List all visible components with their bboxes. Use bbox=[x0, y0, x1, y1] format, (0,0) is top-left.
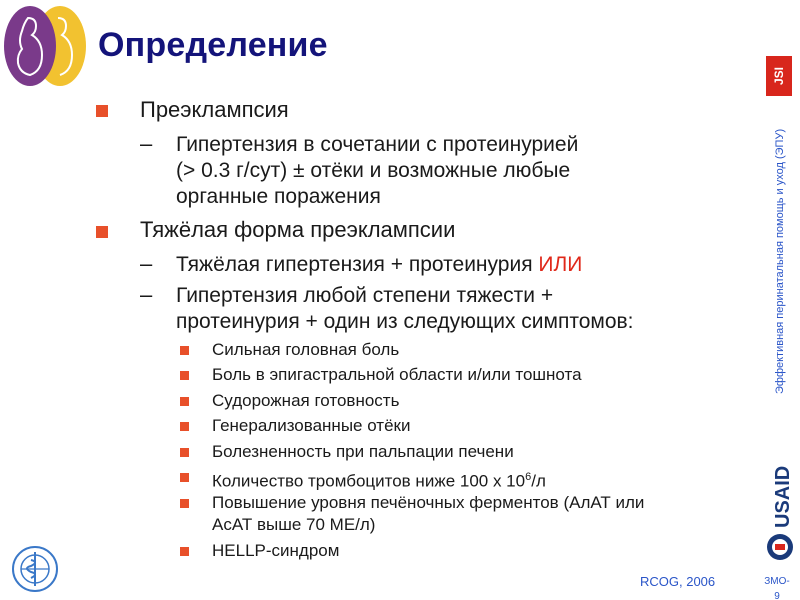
who-emblem-icon bbox=[10, 544, 60, 594]
symptom-item: Болезненность при пальпации печени bbox=[212, 442, 514, 461]
bullet-square-icon bbox=[96, 226, 108, 238]
bullet-small-icon bbox=[180, 346, 189, 355]
page-title: Определение bbox=[98, 26, 328, 64]
item-severe-preeclampsia: Тяжёлая форма преэклампсии bbox=[140, 217, 456, 242]
preeclampsia-def-line2: (> 0.3 г/сут) ± отёки и возможные любые bbox=[176, 159, 571, 182]
bullet-small-icon bbox=[180, 547, 189, 556]
symptom-item-enzymes-line2: АсАТ выше 70 МЕ/л) bbox=[212, 515, 376, 534]
symptom-item-platelets: Количество тромбоцитов ниже 100 x $10^6/л$ bbox=[212, 471, 546, 491]
symptom-item: Боль в эпигастральной области и/или тошнота bbox=[212, 365, 582, 384]
symptom-item: Судорожная готовность bbox=[212, 391, 400, 410]
severe-def-2-line2: протеинурия + один из следующих симптомов: bbox=[176, 310, 634, 333]
symptom-item: HELLP-синдром bbox=[212, 541, 340, 560]
svg-text:USAID: USAID bbox=[772, 465, 794, 528]
bullet-small-icon bbox=[180, 448, 189, 457]
usaid-seal-icon bbox=[765, 532, 795, 562]
jsi-logo: JSI bbox=[766, 56, 792, 96]
bullet-small-icon bbox=[180, 422, 189, 431]
source-citation: RCOG, 2006 bbox=[640, 574, 716, 589]
symptom-item: Сильная головная боль bbox=[212, 340, 400, 359]
dash-icon: – bbox=[140, 251, 153, 276]
usaid-logo bbox=[769, 450, 795, 530]
bullet-small-icon bbox=[180, 473, 189, 482]
severe-def-1: Тяжёлая гипертензия + протеинурия ИЛИ bbox=[176, 253, 583, 276]
symptom-item-enzymes-line1: Повышение уровня печёночных ферментов (АлАТ или bbox=[212, 493, 645, 512]
dash-icon: – bbox=[140, 282, 153, 307]
slide-number: ЗМО- 9 bbox=[764, 576, 790, 600]
symptom-item: Генерализованные отёки bbox=[212, 416, 411, 435]
severe-def-2-line1: Гипертензия любой степени тяжести + bbox=[176, 284, 554, 307]
side-caption: Эффективная перинатальная помощь и уход (ЭПУ) bbox=[774, 128, 786, 394]
bullet-small-icon bbox=[180, 371, 189, 380]
dash-icon: – bbox=[140, 131, 153, 156]
preeclampsia-def-line3: органные поражения bbox=[176, 185, 381, 208]
preeclampsia-def-line1: Гипертензия в сочетании с протеинурией bbox=[176, 133, 579, 156]
bullet-small-icon bbox=[180, 397, 189, 406]
or-accent: ИЛИ bbox=[538, 253, 583, 276]
bullet-small-icon bbox=[180, 499, 189, 508]
item-preeclampsia: Преэклампсия bbox=[140, 97, 289, 122]
bullet-square-icon bbox=[96, 105, 108, 117]
